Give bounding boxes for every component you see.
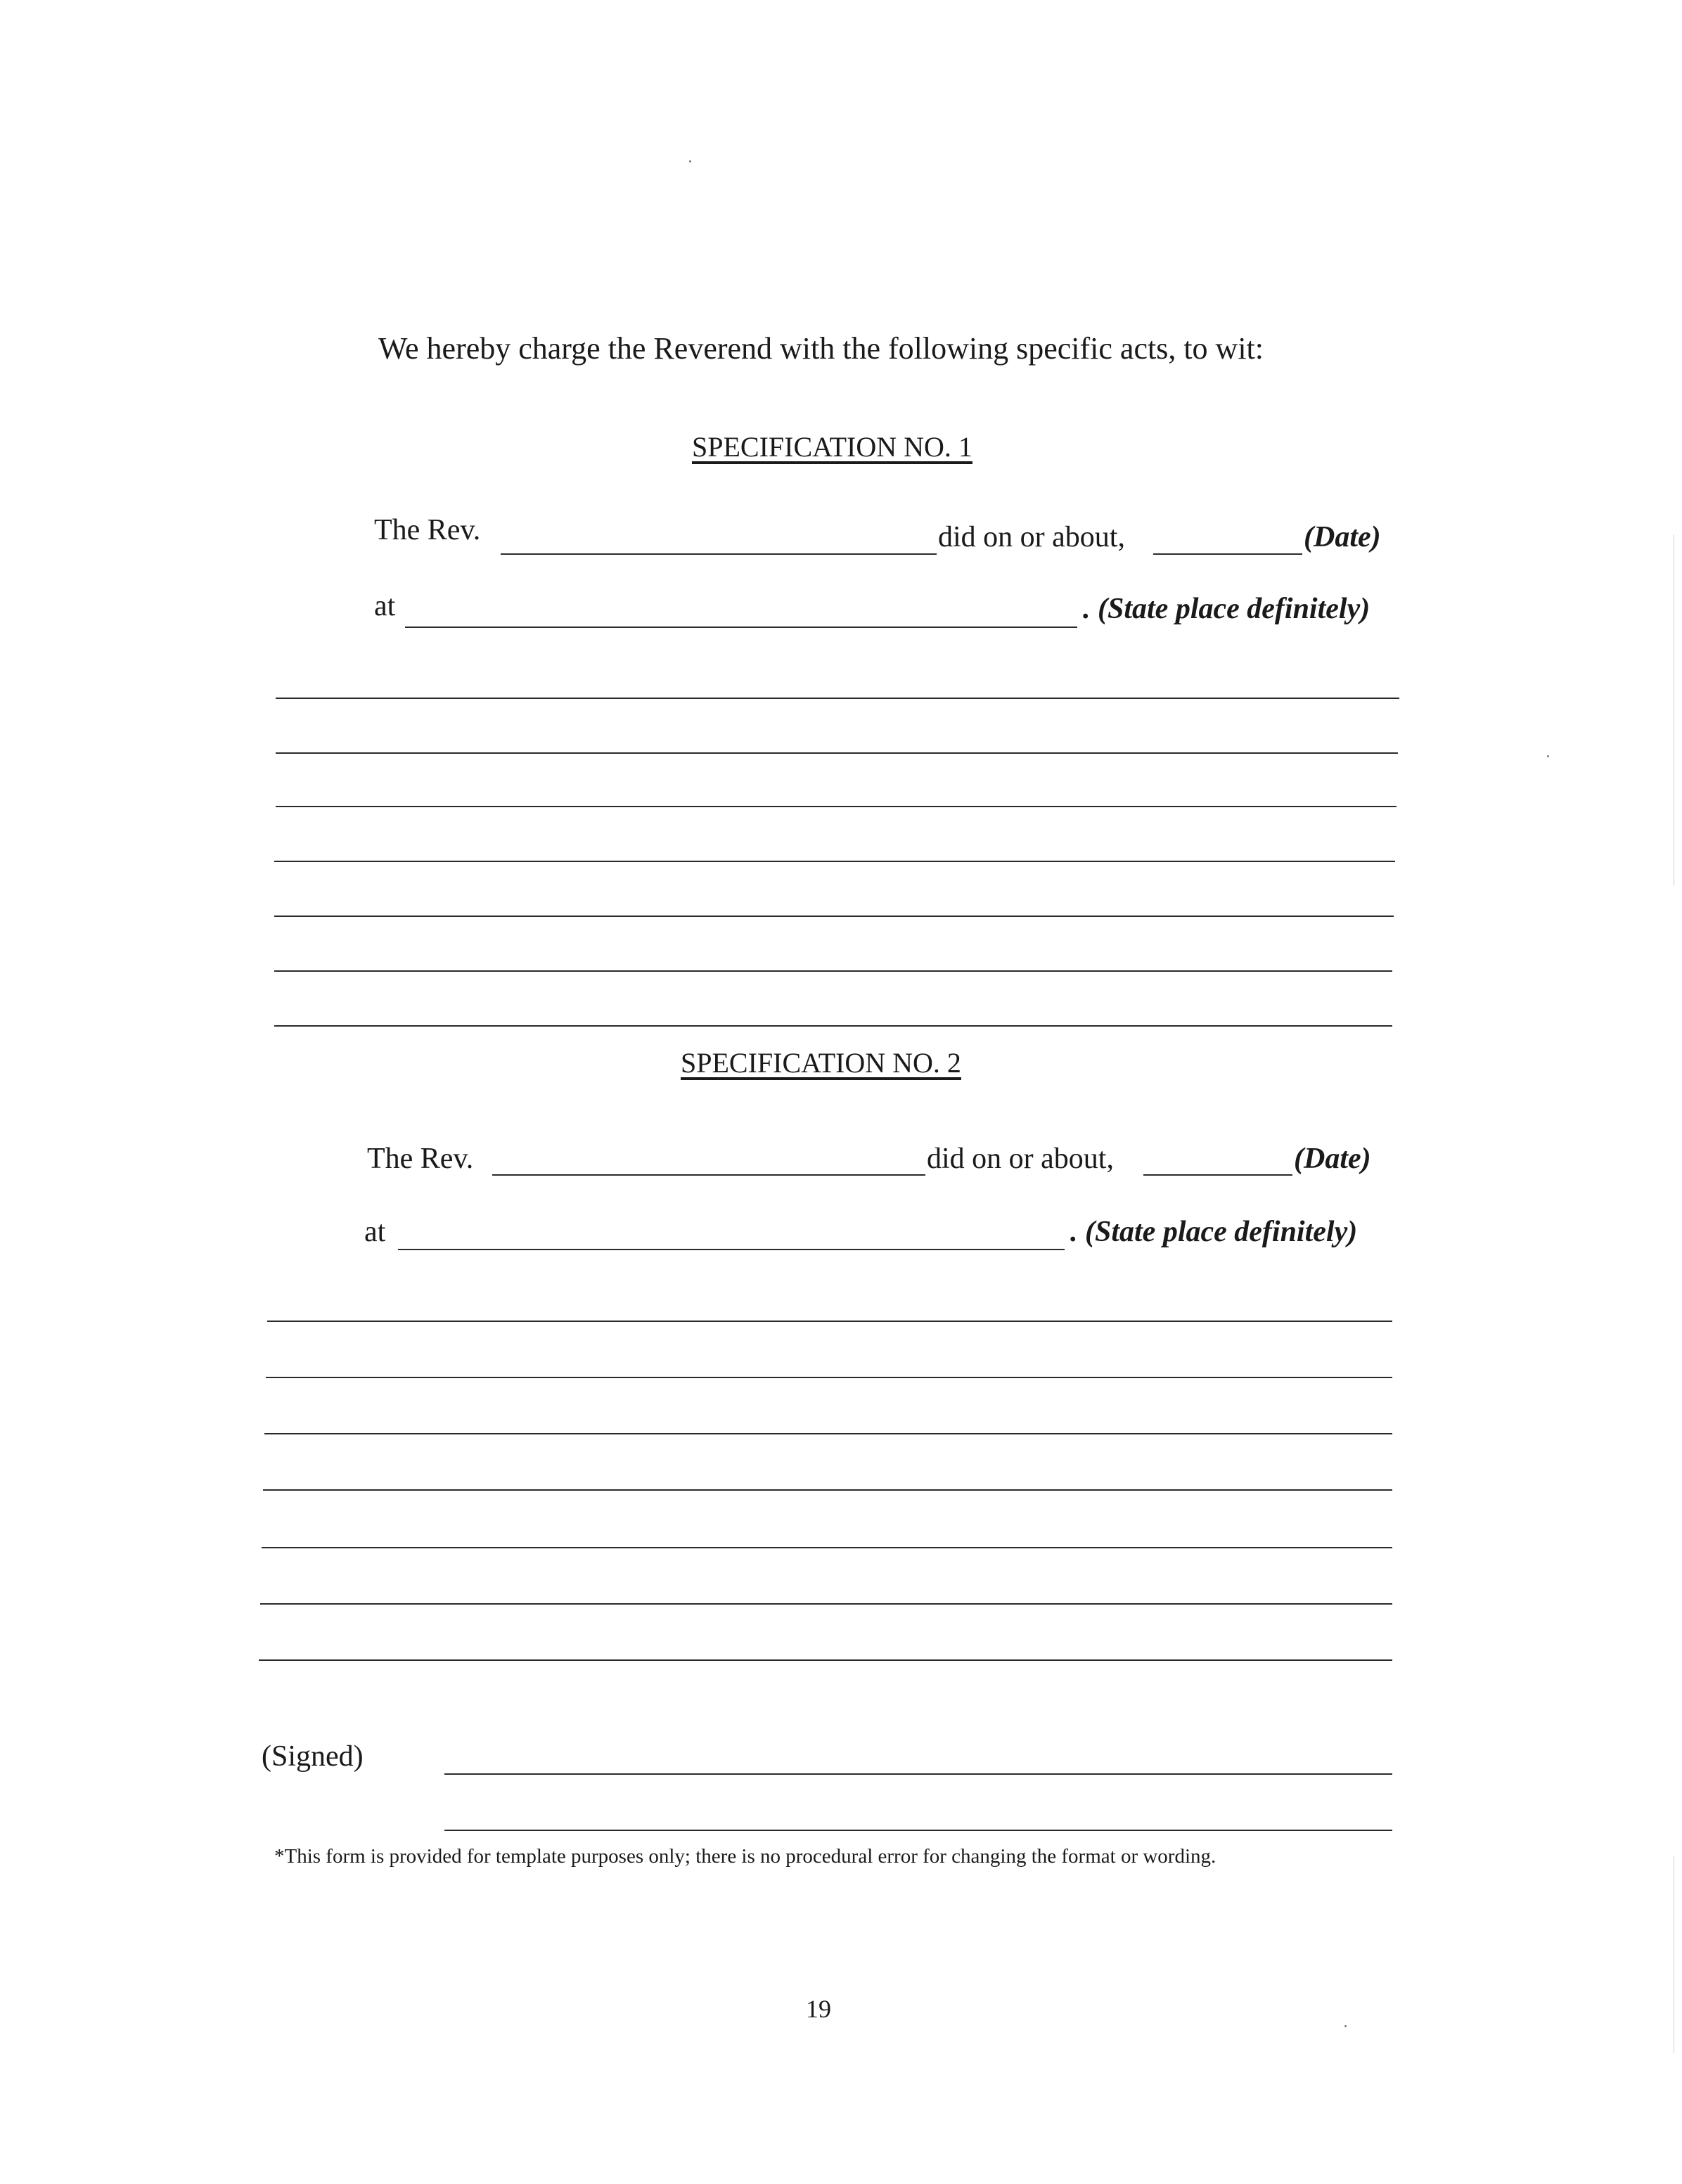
spec-2-line-7[interactable] bbox=[259, 1659, 1392, 1661]
page-number: 19 bbox=[806, 1995, 831, 2023]
spec-1-line-6[interactable] bbox=[274, 970, 1392, 972]
spec-1-rev-label: The Rev. bbox=[374, 514, 481, 546]
spec-2-line-2[interactable] bbox=[266, 1377, 1392, 1378]
spec-1-did-label: did on or about, bbox=[938, 521, 1125, 553]
intro-text: We hereby charge the Reverend with the following specific acts, to wit: bbox=[378, 331, 1264, 366]
spec-1-line-7[interactable] bbox=[274, 1025, 1392, 1027]
spec-1-date-blank[interactable] bbox=[1153, 553, 1302, 555]
spec-2-line-1[interactable] bbox=[267, 1321, 1392, 1322]
spec-2-did-label: did on or about, bbox=[927, 1143, 1114, 1175]
spec-1-line-1[interactable] bbox=[276, 698, 1399, 699]
scan-speck bbox=[689, 160, 691, 162]
spec-2-rev-label: The Rev. bbox=[367, 1143, 474, 1175]
scan-speck bbox=[1547, 755, 1549, 757]
footnote: *This form is provided for template purposes only; there is no procedural error for changing the format or wording. bbox=[274, 1845, 1216, 1868]
signature-line-1[interactable] bbox=[444, 1773, 1392, 1775]
spec-1-line-4[interactable] bbox=[274, 861, 1395, 862]
spec-1-rev-name-blank[interactable] bbox=[501, 553, 937, 555]
spec-2-place-blank[interactable] bbox=[398, 1249, 1065, 1250]
spec-1-line-2[interactable] bbox=[276, 752, 1398, 754]
spec-2-date-blank[interactable] bbox=[1143, 1174, 1292, 1176]
signed-label: (Signed) bbox=[262, 1740, 364, 1773]
signature-line-2[interactable] bbox=[444, 1830, 1392, 1831]
spec-1-line-3[interactable] bbox=[276, 806, 1397, 807]
scan-speck bbox=[1344, 2025, 1347, 2027]
spec-2-line-3[interactable] bbox=[264, 1433, 1392, 1434]
spec-1-place-label: . (State place definitely) bbox=[1083, 593, 1370, 625]
spec-2-line-6[interactable] bbox=[260, 1603, 1392, 1605]
spec-1-place-blank[interactable] bbox=[405, 627, 1077, 628]
spec-2-rev-name-blank[interactable] bbox=[492, 1174, 925, 1176]
spec-2-place-label: . (State place definitely) bbox=[1070, 1216, 1358, 1248]
spec-1-line-5[interactable] bbox=[274, 916, 1394, 917]
spec-2-at-label: at bbox=[364, 1216, 386, 1248]
spec-2-title: SPECIFICATION NO. 2 bbox=[681, 1047, 961, 1079]
spec-1-date-label: (Date) bbox=[1304, 521, 1381, 553]
spec-2-line-4[interactable] bbox=[263, 1489, 1392, 1491]
spec-1-at-label: at bbox=[374, 590, 396, 622]
spec-2-line-5[interactable] bbox=[262, 1547, 1392, 1548]
spec-2-date-label: (Date) bbox=[1294, 1143, 1371, 1175]
spec-1-title: SPECIFICATION NO. 1 bbox=[692, 431, 972, 463]
